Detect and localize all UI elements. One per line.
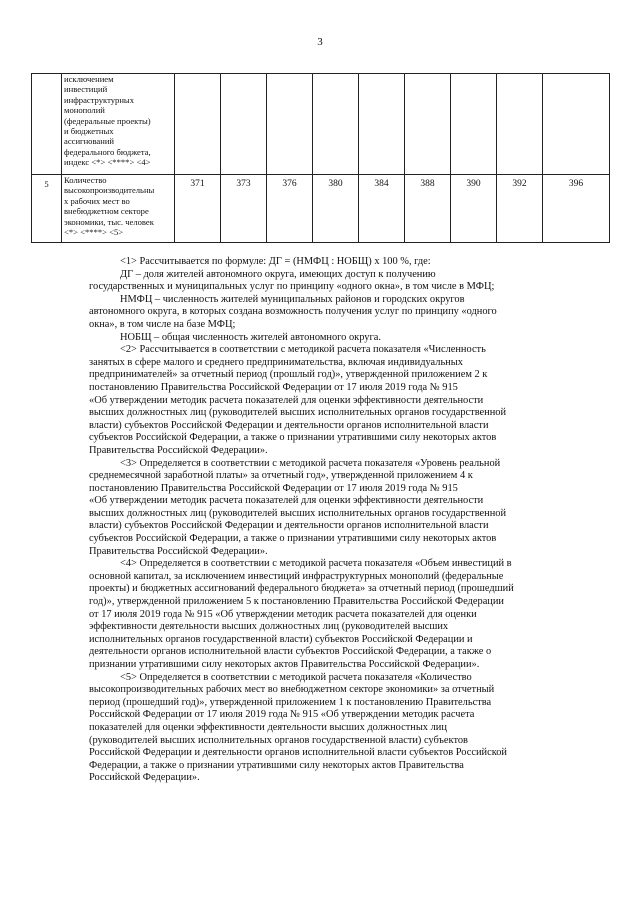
value-cell: [221, 74, 267, 175]
indicators-table: [31, 73, 610, 243]
value-cell: [359, 74, 405, 175]
value-cell: [175, 74, 221, 175]
note-line: НОБЩ – общая численность жителей автономного округа.: [120, 331, 381, 343]
table-row: [32, 74, 610, 175]
note-line: деятельности органов исполнительной власти субъектов Российской Федерации, а также о: [89, 646, 492, 658]
page-number: 3: [317, 36, 323, 48]
value-cell: [313, 74, 359, 175]
note-line: <5> Определяется в соответствии с методикой расчета показателя «Количество: [120, 671, 472, 683]
note-line: постановлению Правительства Российской Федерации от 17 июля 2019 года № 915: [89, 482, 458, 494]
footnotes: [89, 256, 572, 785]
note-line: окна», в том числе на базе МФЦ;: [89, 318, 236, 330]
value-cell: [267, 74, 313, 175]
value-cell: 392: [497, 175, 543, 243]
note-line: эффективности деятельности высших должностных лиц (руководителей высших: [89, 621, 449, 633]
note-line: занятых в сфере малого и среднего предпринимательства, включая индивидуальных: [89, 356, 463, 368]
note-line: высших должностных лиц (руководителей высших исполнительных органов государственной: [89, 407, 507, 419]
table-row: [32, 175, 610, 243]
note-line: Российской Федерации».: [89, 772, 200, 784]
value-cell: [405, 74, 451, 175]
note-line: <3> Определяется в соответствии с методикой расчета показателя «Уровень реальной: [120, 457, 501, 469]
note-line: <1> Рассчитывается по формуле: ДГ = (НМФЦ : НОБЩ) х 100 %, где:: [120, 256, 431, 267]
note-line: год)», утвержденной приложением 5 к постановлению Правительства Российской Федерации: [89, 596, 504, 608]
note-line: «Об утверждении методик расчета показателей для оценки эффективности деятельности: [89, 394, 484, 406]
note-line: автономного округа, в которых создана возможность получения услуг по принципу «одного: [89, 306, 497, 318]
value-cell: 380: [313, 175, 359, 243]
note-line: проекты) и бюджетных ассигнований федерального бюджета» за отчетный период (прошедший: [89, 583, 514, 595]
indicator-name: исключением инвестиций инфраструктурных монополий (федеральные проекты) и бюджетных ассигнований федерального бюджета, индекс <*> <****> <4>: [62, 74, 175, 175]
note-line: (руководителей высших исполнительных органов государственной власти) субъектов: [89, 734, 468, 746]
note-line: <4> Определяется в соответствии с методикой расчета показателя «Объем инвестиций в: [120, 558, 512, 570]
note-line: субъектов Российской Федерации, а также о признании утратившими силу некоторых актов: [89, 533, 497, 545]
note-line: <2> Рассчитывается в соответствии с методикой расчета показателя «Численность: [120, 344, 486, 356]
note-line: от 17 июля 2019 года № 915 «Об утверждении методик расчета показателей для оценки: [89, 608, 477, 620]
note-line: «Об утверждении методик расчета показателей для оценки эффективности деятельности: [89, 495, 484, 507]
note-line: среднемесячной заработной платы» за отчетный год», утвержденной приложением 4 к: [89, 470, 473, 482]
note-line: Российской Федерации и деятельности органов исполнительной власти субъектов Российской: [89, 747, 507, 759]
note-line: период (прошедший год)», утвержденной приложением 1 к постановлению Правительства: [89, 696, 492, 708]
note-line: власти) субъектов Российской Федерации и деятельности органов исполнительной власти: [89, 520, 489, 532]
row-number: [32, 74, 62, 175]
value-cell: 384: [359, 175, 405, 243]
note-line: высших должностных лиц (руководителей высших исполнительных органов государственной: [89, 507, 507, 519]
value-cell: 376: [267, 175, 313, 243]
value-cell: 373: [221, 175, 267, 243]
note-line: государственных и муниципальных услуг по принципу «одного окна», в том числе в МФЦ;: [89, 281, 495, 293]
note-line: предпринимателей» за отчетный период (прошлый год)», утвержденной приложением 2 к: [89, 369, 488, 381]
value-cell: [543, 74, 610, 175]
value-cell: 396: [543, 175, 610, 243]
note-line: Правительства Российской Федерации».: [89, 545, 268, 557]
note-line: Правительства Российской Федерации».: [89, 444, 268, 456]
note-line: субъектов Российской Федерации, а также о признании утратившими силу некоторых актов: [89, 432, 497, 444]
note-line: власти) субъектов Российской Федерации и деятельности органов исполнительной власти: [89, 419, 489, 431]
value-cell: 371: [175, 175, 221, 243]
note-line: показателей для оценки эффективности деятельности высших должностных лиц: [89, 721, 447, 733]
note-line: НМФЦ – численность жителей муниципальных районов и городских округов: [120, 293, 465, 305]
note-line: постановлению Правительства Российской Федерации от 17 июля 2019 года № 915: [89, 381, 458, 393]
note-line: признании утратившими силу некоторых актов Правительства Российской Федерации».: [89, 659, 480, 670]
note-line: высокопроизводительных рабочих мест во внебюджетном секторе экономики» за отчетный: [89, 684, 495, 696]
indicator-name: Количество высокопроизводительны х рабочих мест во внебюджетном секторе экономики, тыс. человек <*> <****> <5>: [62, 175, 175, 243]
note-line: исполнительных органов государственной власти) субъектов Российской Федерации и: [89, 633, 473, 645]
value-cell: [497, 74, 543, 175]
value-cell: 390: [451, 175, 497, 243]
row-number: 5: [32, 175, 62, 243]
note-line: основной капитал, за исключением инвестиций инфраструктурных монополий (федеральные: [89, 570, 504, 582]
value-cell: [451, 74, 497, 175]
value-cell: 388: [405, 175, 451, 243]
note-line: ДГ – доля жителей автономного округа, имеющих доступ к получению: [120, 268, 436, 280]
note-line: Российской Федерации от 17 июля 2019 года № 915 «Об утверждении методик расчета: [89, 709, 475, 721]
note-line: Федерации, а также о признании утратившими силу некоторых актов Правительства: [89, 759, 464, 771]
